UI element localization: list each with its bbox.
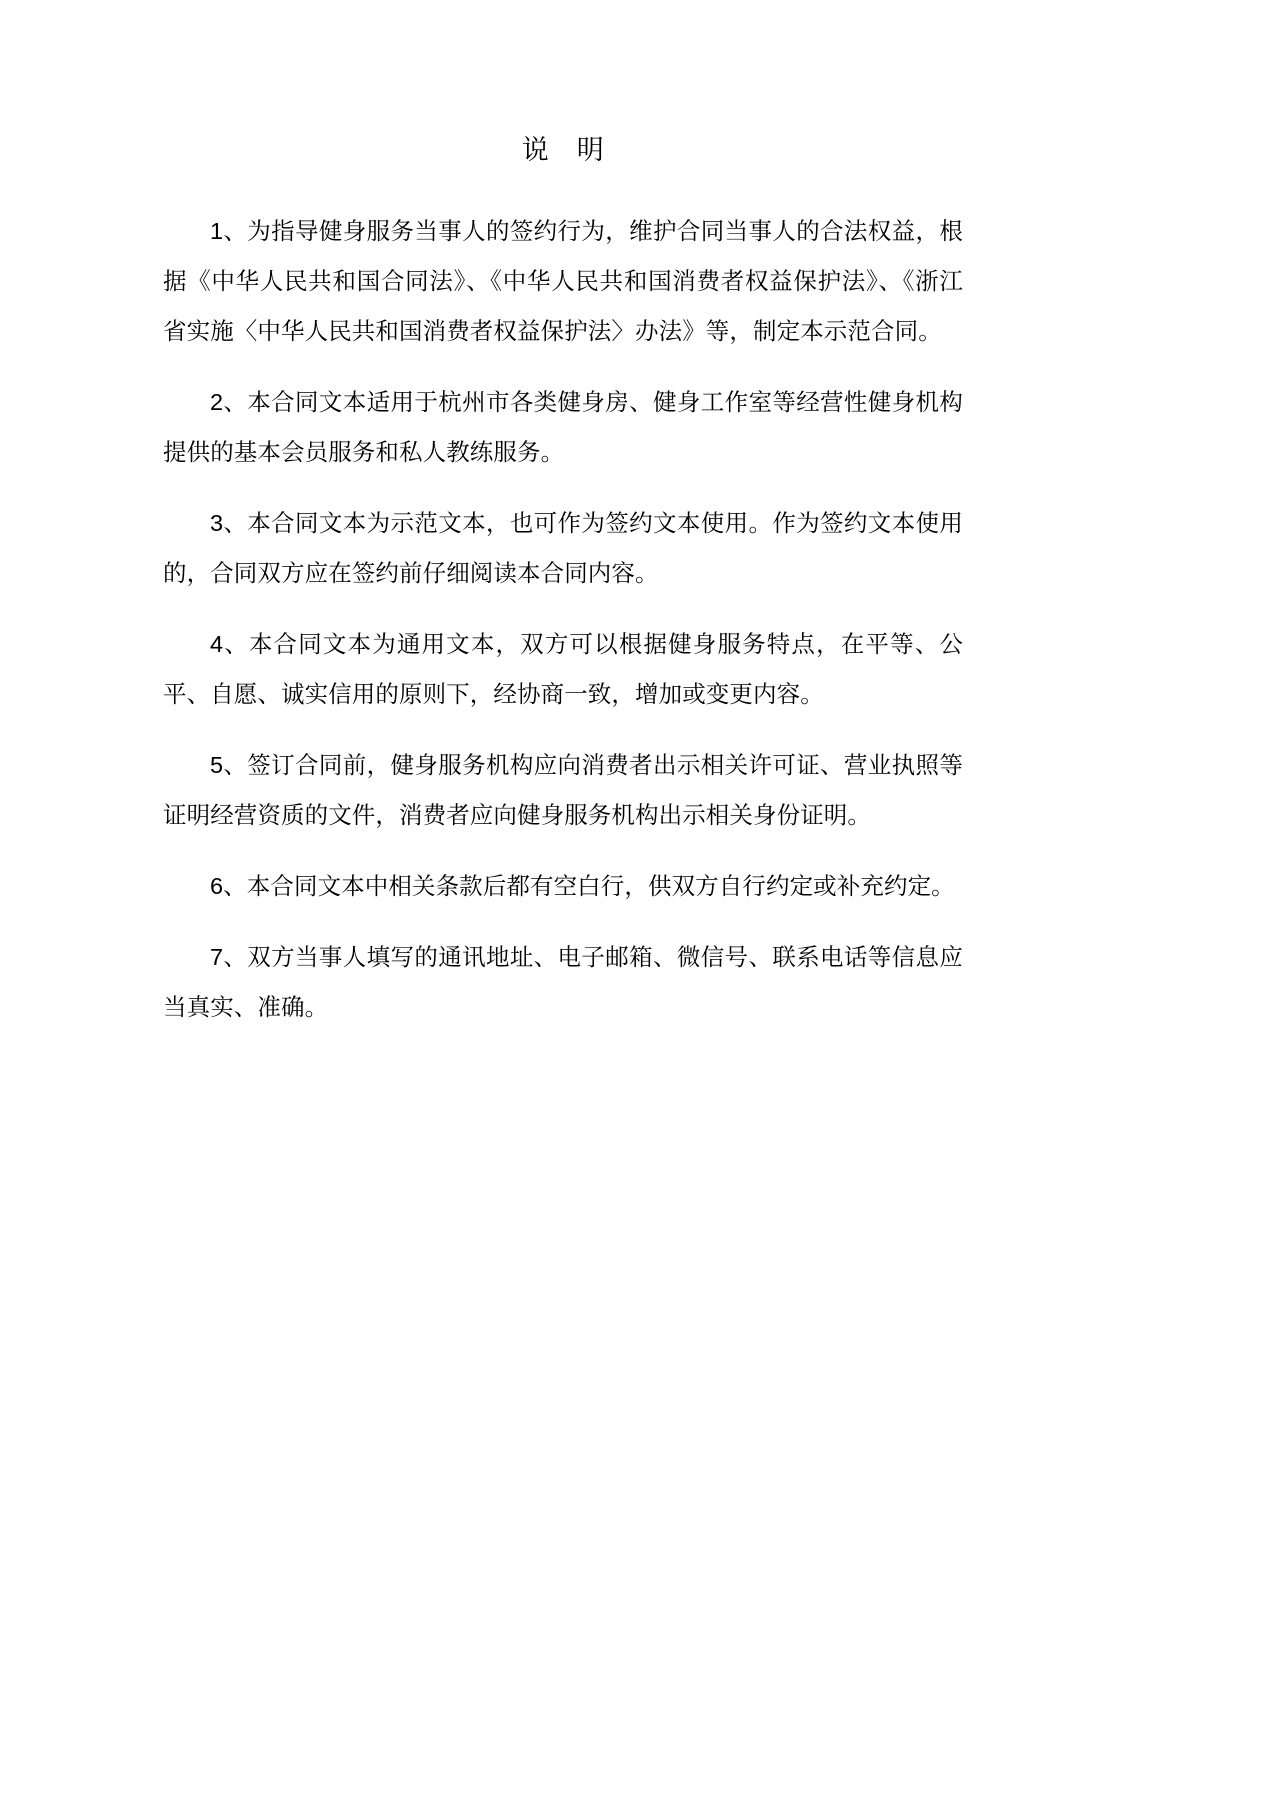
clause-paragraph-1: 1、为指导健身服务当事人的签约行为，维护合同当事人的合法权益，根据《中华人民共和国合同法》、《中华人民共和国消费者权益保护法》、《浙江省实施〈中华人民共和国消费者权益保护法〉办法》等，制定本示范合同。 bbox=[163, 218, 963, 344]
clause-paragraph-6: 6、本合同文本中相关条款后都有空白行，供双方自行约定或补充约定。 bbox=[210, 873, 955, 899]
clause-paragraph-2: 2、本合同文本适用于杭州市各类健身房、健身工作室等经营性健身机构提供的基本会员服务和私人教练服务。 bbox=[163, 389, 963, 465]
page-title: 说 明 bbox=[521, 135, 605, 165]
clause-paragraph-5: 5、签订合同前，健身服务机构应向消费者出示相关许可证、营业执照等证明经营资质的文件，消费者应向健身服务机构出示相关身份证明。 bbox=[163, 752, 963, 828]
clause-paragraph-3: 3、本合同文本为示范文本，也可作为签约文本使用。作为签约文本使用的，合同双方应在签约前仔细阅读本合同内容。 bbox=[163, 510, 963, 586]
document-content bbox=[163, 130, 963, 1032]
clause-paragraph-4: 4、本合同文本为通用文本，双方可以根据健身服务特点，在平等、公平、自愿、诚实信用的原则下，经协商一致，增加或变更内容。 bbox=[163, 631, 963, 707]
clause-paragraph-7: 7、双方当事人填写的通讯地址、电子邮箱、微信号、联系电话等信息应当真实、准确。 bbox=[163, 944, 963, 1020]
